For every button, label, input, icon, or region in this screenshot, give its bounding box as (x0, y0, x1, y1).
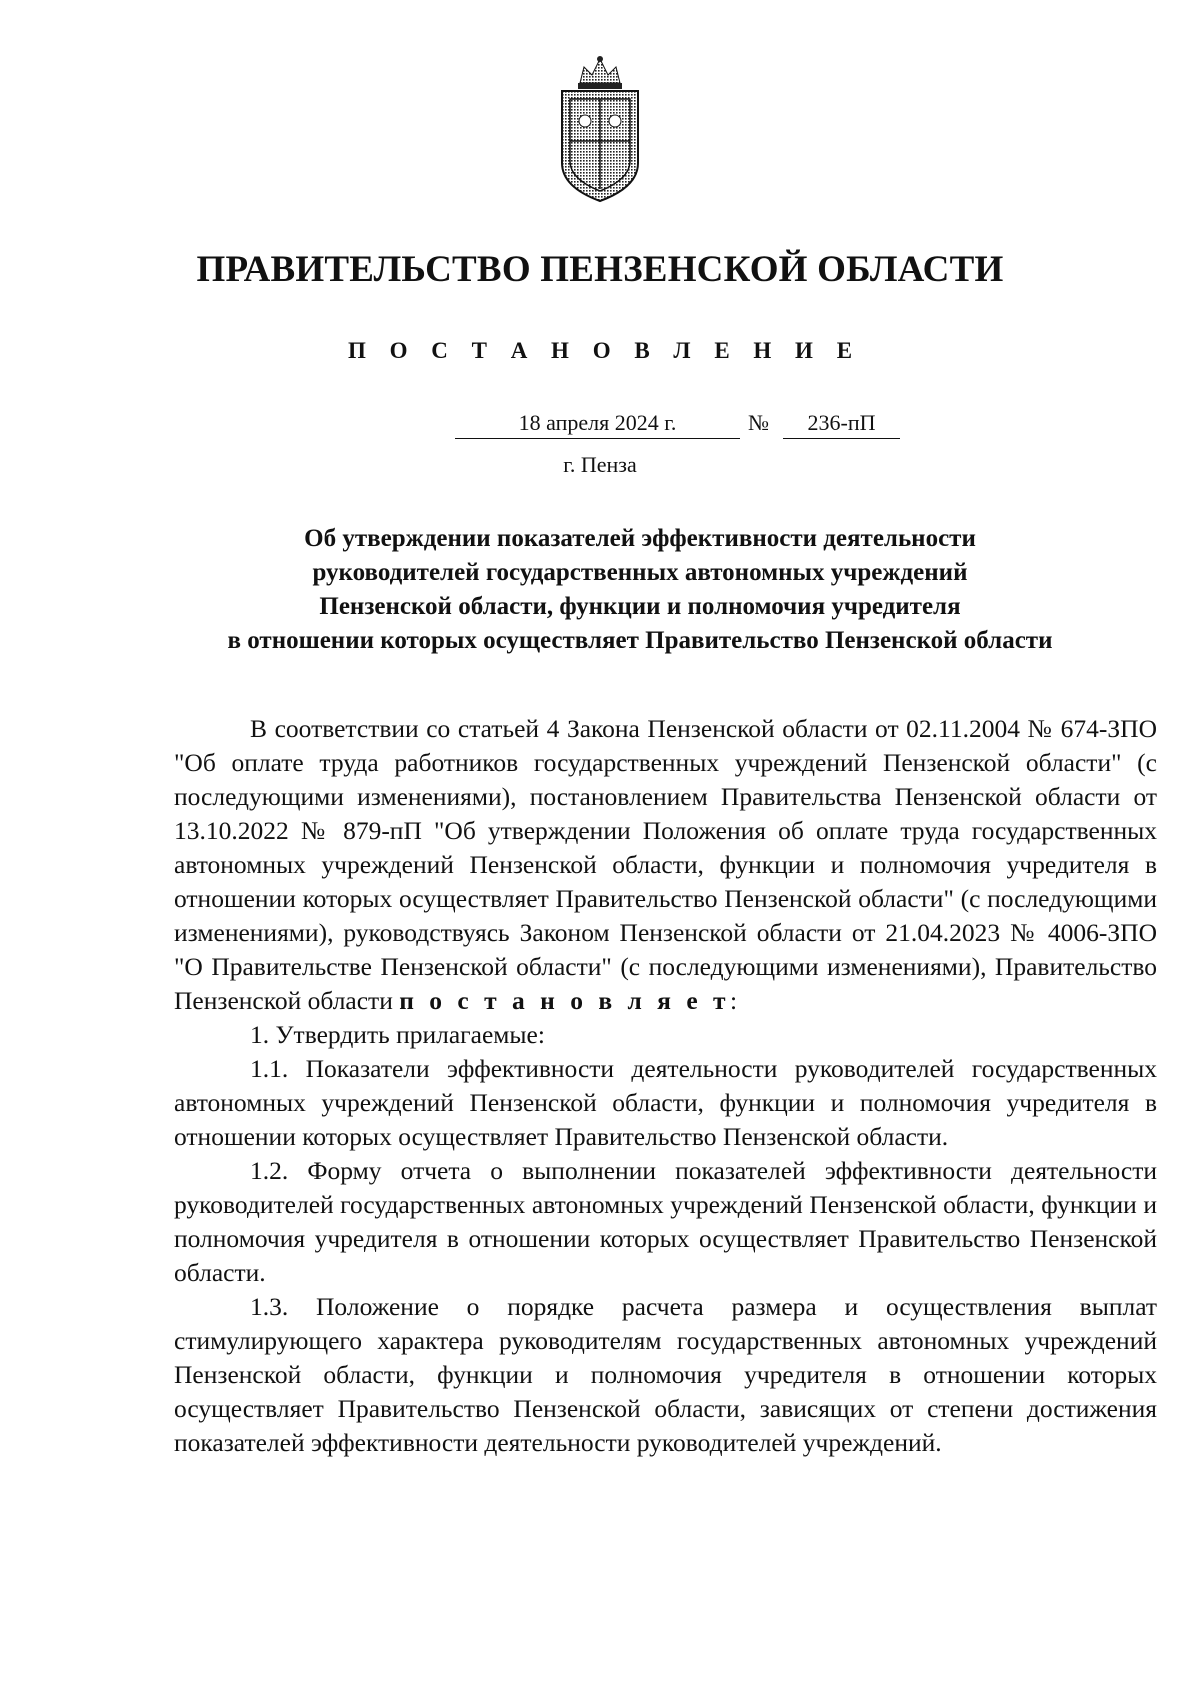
subject-line: Пензенской области, функции и полномочия учредителя (319, 593, 961, 620)
decree-number: 236-пП (783, 410, 900, 439)
decree-date: 18 апреля 2024 г. (455, 410, 740, 439)
item-1-1: 1.1. Показатели эффективности деятельности руководителей государственных автономных учреждений Пензенской области, функции и полномочия учредителя в отношении которых осуществляет Правительство Пензенской области. (174, 1054, 1157, 1151)
coat-of-arms-emblem (550, 55, 650, 205)
subject-line: Об утверждении показателей эффективности деятельности (304, 525, 976, 552)
resolves-word: п о с т а н о в л я е т (399, 986, 731, 1015)
resolves-colon: : (730, 986, 738, 1015)
decree-date-number-line (0, 410, 1200, 442)
item-1: 1. Утвердить прилагаемые: (250, 1020, 545, 1049)
item-1-3: 1.3. Положение о порядке расчета размера и осуществления выплат стимулирующего характера руководителям государственных автономных учреждений Пензенской области, функции и полномочия учредителя в отношении которых осуществляет Правительство Пензенской области, зависящих от степени достижения показателей эффективности деятельности руководителей учреждений. (174, 1292, 1157, 1457)
preamble-text: В соответствии со статьей 4 Закона Пензенской области от 02.11.2004 № 674-ЗПО "Об оплате труда работников государственных учреждений Пензенской области" (с последующими изменениями), постановлением Правительства Пензенской области от 13.10.2022 № 879-пП "Об утверждении Положения об оплате труда государственных автономных учреждений Пензенской области, функции и полномочия учредителя в отношении которых осуществляет Правительство Пензенской области" (с последующими изменениями), руководствуясь Законом Пензенской области от 21.04.2023 № 4006-ЗПО "О Правительстве Пензенской области" (с последующими изменениями), Правительство Пензенской области (174, 714, 1157, 1015)
decree-label: П О С Т А Н О В Л Е Н И Е (347, 338, 862, 363)
decree-body (174, 712, 1157, 1460)
city: г. Пенза (563, 452, 637, 477)
item-1-2: 1.2. Форму отчета о выполнении показателей эффективности деятельности руководителей государственных автономных учреждений Пензенской области, функции и полномочия учредителя в отношении которых осуществляет Правительство Пензенской области. (174, 1156, 1157, 1287)
subject-line: в отношении которых осуществляет Правительство Пензенской области (227, 627, 1053, 654)
subject-line: руководителей государственных автономных учреждений (312, 559, 968, 586)
number-sign: № (748, 410, 769, 435)
government-title: ПРАВИТЕЛЬСТВО ПЕНЗЕНСКОЙ ОБЛАСТИ (196, 249, 1004, 290)
preamble-paragraph (174, 712, 1157, 1018)
decree-subject (120, 522, 1160, 658)
